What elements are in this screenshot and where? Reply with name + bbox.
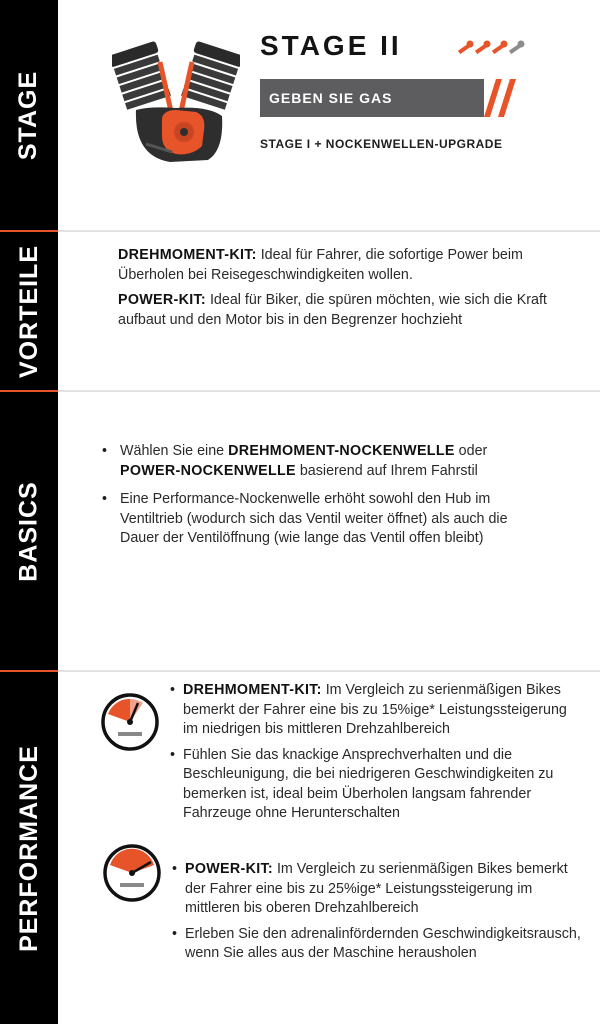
section-divider <box>0 230 58 232</box>
stage-tagline-bar <box>260 79 522 117</box>
section-label-performance: PERFORMANCE <box>14 744 43 952</box>
section-divider <box>0 670 58 672</box>
section-label-stage: STAGE <box>14 70 43 160</box>
section-divider <box>0 390 58 392</box>
basics-content <box>100 442 540 549</box>
stage-title: STAGE II <box>260 30 402 61</box>
section-label-basics: BASICS <box>14 480 43 582</box>
vorteile-item: POWER-KIT: Ideal für Biker, die spüren möchten, wie sich die Kraft aufbaut und den Motor bis in den Begrenzer hochzieht <box>118 292 547 328</box>
performance-bullet: • DREHMOMENT-KIT: Im Vergleich zu serienmäßigen Bikes bemerkt der Fahrer eine bis zu 15%ige* Leistungssteigerung im niedrigen bis mittleren Drehzahlbereich <box>170 682 567 737</box>
performance-bullet: • Fühlen Sie das knackige Ansprechverhalten und die Beschleunigung, die bei niedrigeren Geschwindigkeiten zu bemerken ist, ideal beim Überholen langsam fahrender Fahrzeuge ohne Herunterschalten <box>170 746 554 821</box>
tachometer-low-icon <box>100 692 160 752</box>
vorteile-content <box>118 246 558 330</box>
performance-bullet: • POWER-KIT: Im Vergleich zu serienmäßigen Bikes bemerkt der Fahrer eine bis zu 25%ige* Leistungssteigerung im mittleren bis oberen Drehzahlbereich <box>172 861 568 916</box>
performance-power <box>172 860 582 964</box>
stage-tagline: GEBEN SIE GAS <box>269 90 393 106</box>
performance-drehmoment <box>170 681 580 824</box>
vorteile-item: DREHMOMENT-KIT: Ideal für Fahrer, die sofortige Power beim Überholen bei Reisegeschwindigkeiten wollen. <box>118 247 523 283</box>
basics-bullet: • Eine Performance-Nockenwelle erhöht sowohl den Hub im Ventiltrieb (wodurch sich das Ventil weiter öffnet) als auch die Dauer der Ventilöffnung (wie lange das Ventil offen bleibt) <box>102 491 508 546</box>
content-divider <box>58 670 600 672</box>
section-label-vorteile: VORTEILE <box>14 244 43 378</box>
speed-stripes-icon <box>476 79 522 117</box>
basics-bullet: • Wählen Sie eine DREHMOMENT-NOCKENWELLE oder POWER-NOCKENWELLE basierend auf Ihrem Fahrstil <box>102 443 488 479</box>
wrench-rating-icon <box>456 38 526 60</box>
content-divider <box>58 230 600 232</box>
performance-bullet: • Erleben Sie den adrenalinfördernden Geschwindigkeitsrausch, wenn Sie alles aus der Maschine herausholen <box>172 925 581 961</box>
engine-icon <box>112 32 240 168</box>
content-divider <box>58 390 600 392</box>
stage-subtitle: STAGE I + NOCKENWELLEN-UPGRADE <box>260 137 503 151</box>
tachometer-high-icon <box>102 843 162 903</box>
